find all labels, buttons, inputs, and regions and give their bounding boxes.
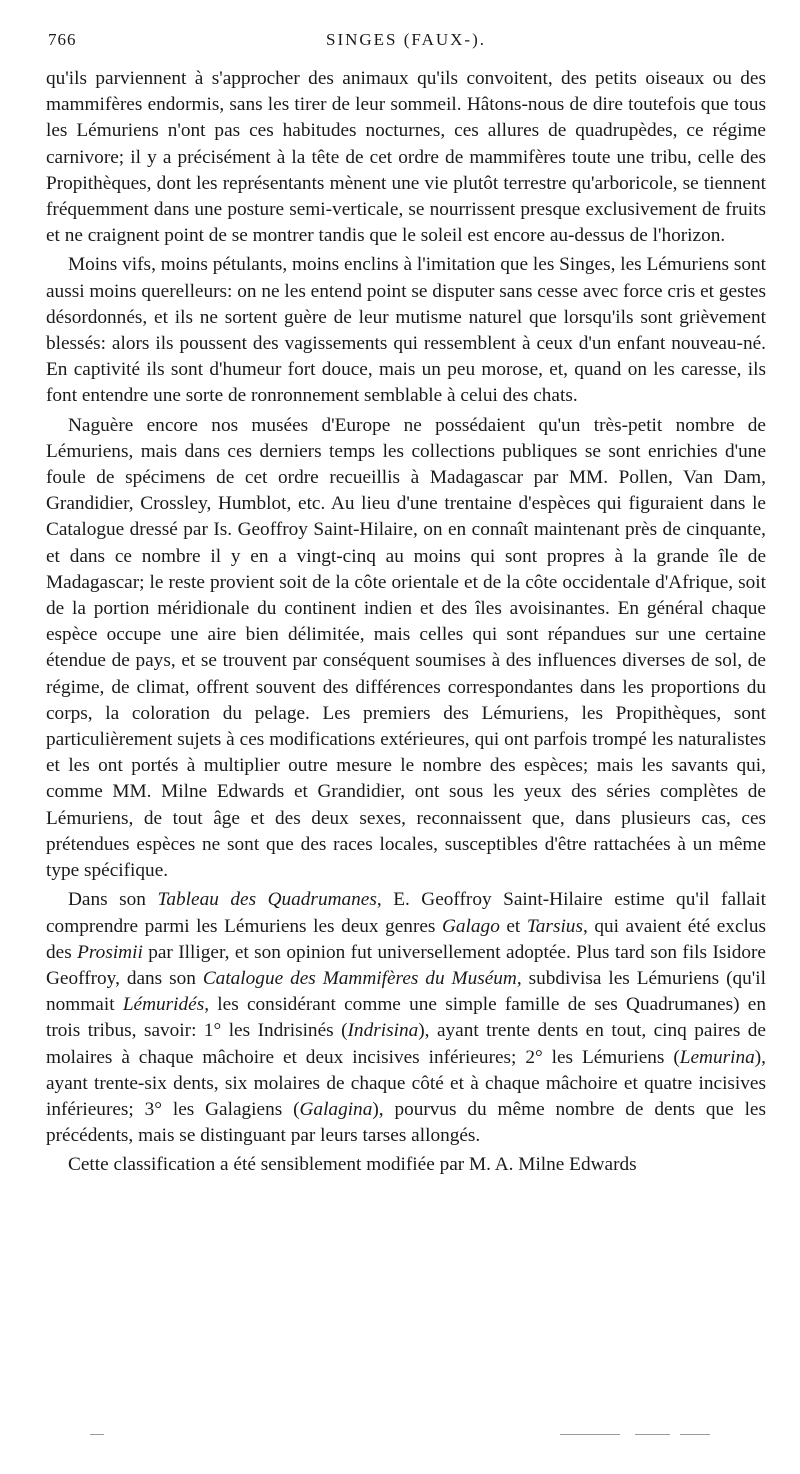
text-run: , qui avaient été exclus des <box>46 915 767 963</box>
book-page <box>46 30 766 1179</box>
text-run: par Illiger, et son opinion fut universellement adoptée. Plus tard son fils Isidore Geoffroy, dans son <box>46 941 766 989</box>
text-run: , subdivisa les Lémuriens (qu'il nommait <box>46 967 766 1016</box>
paragraph-behavior <box>46 252 766 409</box>
text-run: ), pourvus du même nombre de dents que les précédents, mais se distinguant par leurs tarses allongés. <box>46 1098 766 1147</box>
italic-term: Indrisina <box>347 1020 419 1042</box>
paragraph-classification <box>46 887 766 1149</box>
text-run: qu'ils parviennent à s'approcher des animaux qu'ils convoitent, des petits oiseaux ou des mammifères endormis, sans les tirer de leur sommeil. Hâtons-nous de dire toutefois que tous les Lémuriens n'ont pas ces habitudes nocturnes, ces allures de quadrupèdes, ce régime carnivore; il y a précisément à la tête de cet ordre de mammifères toute une tribu, celle des Propithèques, dont les représentants mènent une vie plutôt terrestre qu'arboricole, se tiennent fréquemment dans une posture semi-verticale, se nourrissent presque exclusivement de fruits et ne craignent point de se montrer tandis que le soleil est encore au-dessus de l'horizon. <box>46 68 766 247</box>
footer-print-marks <box>90 1434 710 1440</box>
body-text <box>46 66 766 1179</box>
italic-term: Lémuridés <box>122 994 205 1016</box>
text-run: ), ayant trente dents en tout, cinq paires de molaires à chaque mâchoire et deux incisives inférieures; 2° les Lémuriens ( <box>46 1020 766 1068</box>
italic-term: Galago <box>441 915 500 937</box>
paragraph-closing <box>46 1152 766 1178</box>
italic-term: Galagina <box>299 1098 373 1120</box>
italic-term: Tarsius <box>526 915 583 937</box>
italic-term: Catalogue des Mammifères du Muséum <box>202 967 517 989</box>
italic-term: Lemurina <box>679 1046 755 1068</box>
running-head <box>46 30 766 56</box>
page-number: 766 <box>48 30 77 49</box>
text-run: Cette classification a été sensiblement modifiée par M. A. Milne Edwards <box>68 1154 637 1176</box>
paragraph-continued <box>46 66 766 249</box>
text-run: Moins vifs, moins pétulants, moins enclins à l'imitation que les Singes, les Lémuriens sont aussi moins querelleurs: on ne les entend point se disputer sans cesse avec force cris et gestes désordonnés, et ils ne sortent guère de leur mutisme naturel que lorsqu'ils sont grièvement blessés: alors ils poussent des vagissements qui ressemblent à ceux d'un enfant nouveau-né. En captivité ils sont d'humeur fort douce, mais un peu morose, et, quand on les caresse, ils font entendre une sorte de ronronnement semblable à celui des chats. <box>46 254 766 407</box>
text-run: ), ayant trente-six dents, six molaires de chaque côté et à chaque mâchoire et quatre incisives inférieures; 3° les Galagiens ( <box>46 1046 766 1120</box>
paragraph-collections <box>46 413 766 885</box>
italic-term: Tableau des Quadrumanes <box>157 889 377 911</box>
italic-term: Prosimii <box>77 941 143 963</box>
running-title: SINGES (FAUX-). <box>325 30 486 49</box>
text-run: Naguère encore nos musées d'Europe ne possédaient qu'un très-petit nombre de Lémuriens, mais dans ces derniers temps les collections publiques se sont enrichies d'une foule de spécimens de cet ordre recueillis à Madagascar par MM. Pollen, Van Dam, Grandidier, Crossley, Humblot, etc. Au lieu d'une trentaine d'espèces qui figuraient dans le Catalogue dressé par Is. Geoffroy Saint-Hilaire, on en connaît maintenant près de cinquante, et dans ce nombre il y en a vingt-cinq au moins qui sont propres à la grande île de Madagascar; le reste provient soit de la côte orientale et de la côte occidentale d'Afrique, soit de la portion méridionale du continent indien et des îles avoisinantes. En général chaque espèce occupe une aire bien délimitée, mais celles qui sont répandues sur une certaine étendue de pays, et se trouvent par conséquent soumises à des influences diverses de sol, de régime, de climat, offrent souvent des différences correspondantes dans les proportions du corps, la coloration du pelage. Les premiers des Lémuriens, les Propithèques, sont particulièrement sujets à ces modifications extérieures, qui ont parfois trompé les naturalistes et les ont portés à multiplier outre mesure le nombre des espèces; mais les savants qui, comme MM. Milne Edwards et Grandidier, ont sous les yeux des séries complètes de Lémuriens, de tout âge et des deux sexes, reconnaissent que, dans plusieurs cas, ces prétendues espèces ne sont que des races locales, susceptibles d'être rattachées à un même type spécifique. <box>46 414 766 882</box>
text-run: et <box>499 915 527 937</box>
text-run: , E. Geoffroy Saint-Hilaire estime qu'il fallait comprendre parmi les Lémuriens les deux genres <box>46 889 767 937</box>
text-run: , les considérant comme une simple famille de ses Quadrumanes) en trois tribus, savoir: 1° les Indrisinés ( <box>46 994 766 1042</box>
text-run: Dans son <box>68 889 158 911</box>
